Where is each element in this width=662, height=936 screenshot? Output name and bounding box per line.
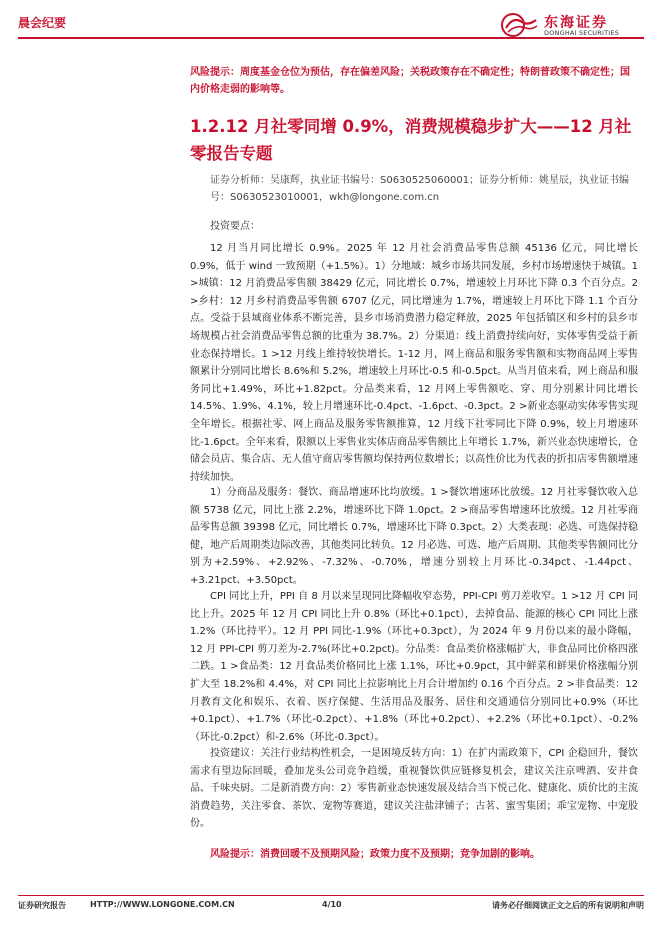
risk-warning-bottom: 风险提示：消费回暖不及预期风险；政策力度不及预期；竞争加剧的影响。 <box>210 849 540 860</box>
risk-warning-top: 风险提示：周度基金仓位为预估，存在偏差风险；关税政策存在不确定性；特朗普政策不确定性；国内价格走弱的影响等。 <box>190 67 630 95</box>
paragraph-retail-sales: 12 月当月同比增长 0.9%。2025 年 12 月社会消费品零售总额 45136 亿元，同比增长 0.9%，低于 wind 一致预期（+1.5%）。1）分地域：城乡市场共同发展，乡村市场增速快于城镇。1 >城镇：12 月消费品零售额 38429 亿元，同比增长 0.7%，增速较上月环比下降 0.3 个百分点。2 >乡村：12 月乡村消费品零售额 6707 亿元，同比增速为 1.7%，增速较上月环比下降 1.1 个百分点。受益于县域商业体系不断完善，县乡市场消费潜力稳定释放，2025 年包括镇区和乡村的县乡市场规模占社会消费品零售总额的比重为 38.7%。2）分渠道：线上消费持续向好，实体零售受益于新业态保持增长。1 >12 月线上维持较快增长。1-12 月，网上商品和服务零售额和实物商品网上零售额累计分别同比增长 8.6%和 5.2%，增速较上月环比-0.5 和-0.5pct。从当月值来看，网上商品和服务同比+1.49%，环比+1.82pct。分品类来看，12 月网上零售额吃、穿、用分别累计同比增长 14.5%、1.9%、4.1%，较上月增速环比-0.4pct、-1.6pct、-0.3pct。2 >新业态驱动实体零售实现全年增长。根据社零、网上商品及服务零售额推算，12 月线下社零同比下降 0.9%，较上月增速环比-1.6pct。全年来看，限额以上零售业实体店商品零售额比上年增长 1.7%，新兴业态快速增长，仓储会员店、集合店、无人值守商店零售额均保持两位数增长；以高性价比为代表的折扣店零售额增速持续加快。 <box>190 243 638 483</box>
page-number: 4/10 <box>322 900 342 909</box>
company-logo <box>500 12 646 38</box>
analyst-info: 证券分析师：吴康辉，执业证书编号：S0630525060001；证券分析师：姚星辰，执业证书编号：S0630523010001，wkh@longone.com.cn <box>210 175 630 203</box>
paragraph-category-breakdown: 1）分商品及服务：餐饮、商品增速环比均放缓。1 >餐饮增速环比放缓。12 月社零餐饮收入总额 5738 亿元，同比上涨 2.2%，增速环比下降 1.0pct。2 >商品零售增速环比放缓。12 月社零商品零售总额 39398 亿元，同比增长 0.7%，增速环比下降 0.3pct。2）大类表现：必选、可选保持稳健，地产后周期类边际改善，其他类同比转负。12 月必选、可选、地产后周期、其他类零售额同比分别为+2.59%、+2.92%、-7.32%、-0.70%，增速分别较上月环比-0.34pct、-1.44pct、+3.21pct、+3.50pct。 <box>190 487 638 586</box>
footer-divider <box>18 895 644 896</box>
paragraph-cpi-ppi: CPI 同比上升，PPI 自 8 月以来呈现同比降幅收窄态势，PPI-CPI 剪刀差收窄。1 >12 月 CPI 同比上升。2025 年 12 月 CPI 同比上升 0.8%（环比+0.1pct），去掉食品、能源的核心 CPI 同比上涨 1.2%（环比持平）。12 月 PPI 同比-1.9%（环比+0.3pct），为 2024 年 9 月份以来的最小降幅，12 月 PPI-CPI 剪刀差为-2.7%(环比+0.2pct)。分品类：食品类价格涨幅扩大，非食品同比价格四涨二跌。1 >食品类：12 月食品类价格同比上涨 1.1%，环比+0.9pct，其中鲜菜和鲜果价格涨幅分别扩大至 18.2%和 4.4%，对 CPI 同比上拉影响比上月合计增加约 0.16 个百分点。2 >非食品类：12 月教育文化和娱乐、衣着、医疗保健、生活用品及服务、居住和交通通信分别同比+0.9%（环比+0.1pct）、+1.7%（环比-0.2pct）、+1.8%（环比+0.2pct）、+2.2%（环比+0.1pct）、-0.2%（环比-0.2pct）和-2.6%（环比-0.3pct）。 <box>190 591 638 743</box>
footer-disclaimer: 请务必仔细阅读正文之后的所有说明和声明 <box>492 901 644 910</box>
footer-report-label: 证券研究报告 <box>18 901 66 910</box>
report-type-title: 晨会纪要 <box>18 16 67 30</box>
section-title: 1.2.12 月社零同增 0.9%，消费规模稳步扩大——12 月社零报告专题 <box>190 117 632 163</box>
header-divider <box>18 37 644 39</box>
paragraph-investment-advice: 投资建议：关注行业结构性机会，一是困境反转方向：1）在扩内需政策下，CPI 企稳回升，餐饮需求有望边际回暖，叠加龙头公司竞争趋缓，重视餐饮供应链修复机会，建议关注京啤酒、安井食品、千味央厨。二是新消费方向：2）零售新业态快速发展及结合当下悦己化、健康化、质价比的主流消费趋势，关注零食、茶饮、宠物等赛道，建议关注盐津铺子；古茗、蜜雪集团；乖宝宠物、中宠股份。 <box>190 748 638 830</box>
footer-website-link[interactable]: HTTP://WWW.LONGONE.COM.CN <box>90 900 235 909</box>
logo-chinese-name: 东海证券 <box>544 15 608 31</box>
investment-points-heading: 投资要点： <box>210 221 260 232</box>
logo-english-name: DONGHAI SECURITIES <box>544 29 620 37</box>
logo-mark-icon <box>500 12 540 38</box>
